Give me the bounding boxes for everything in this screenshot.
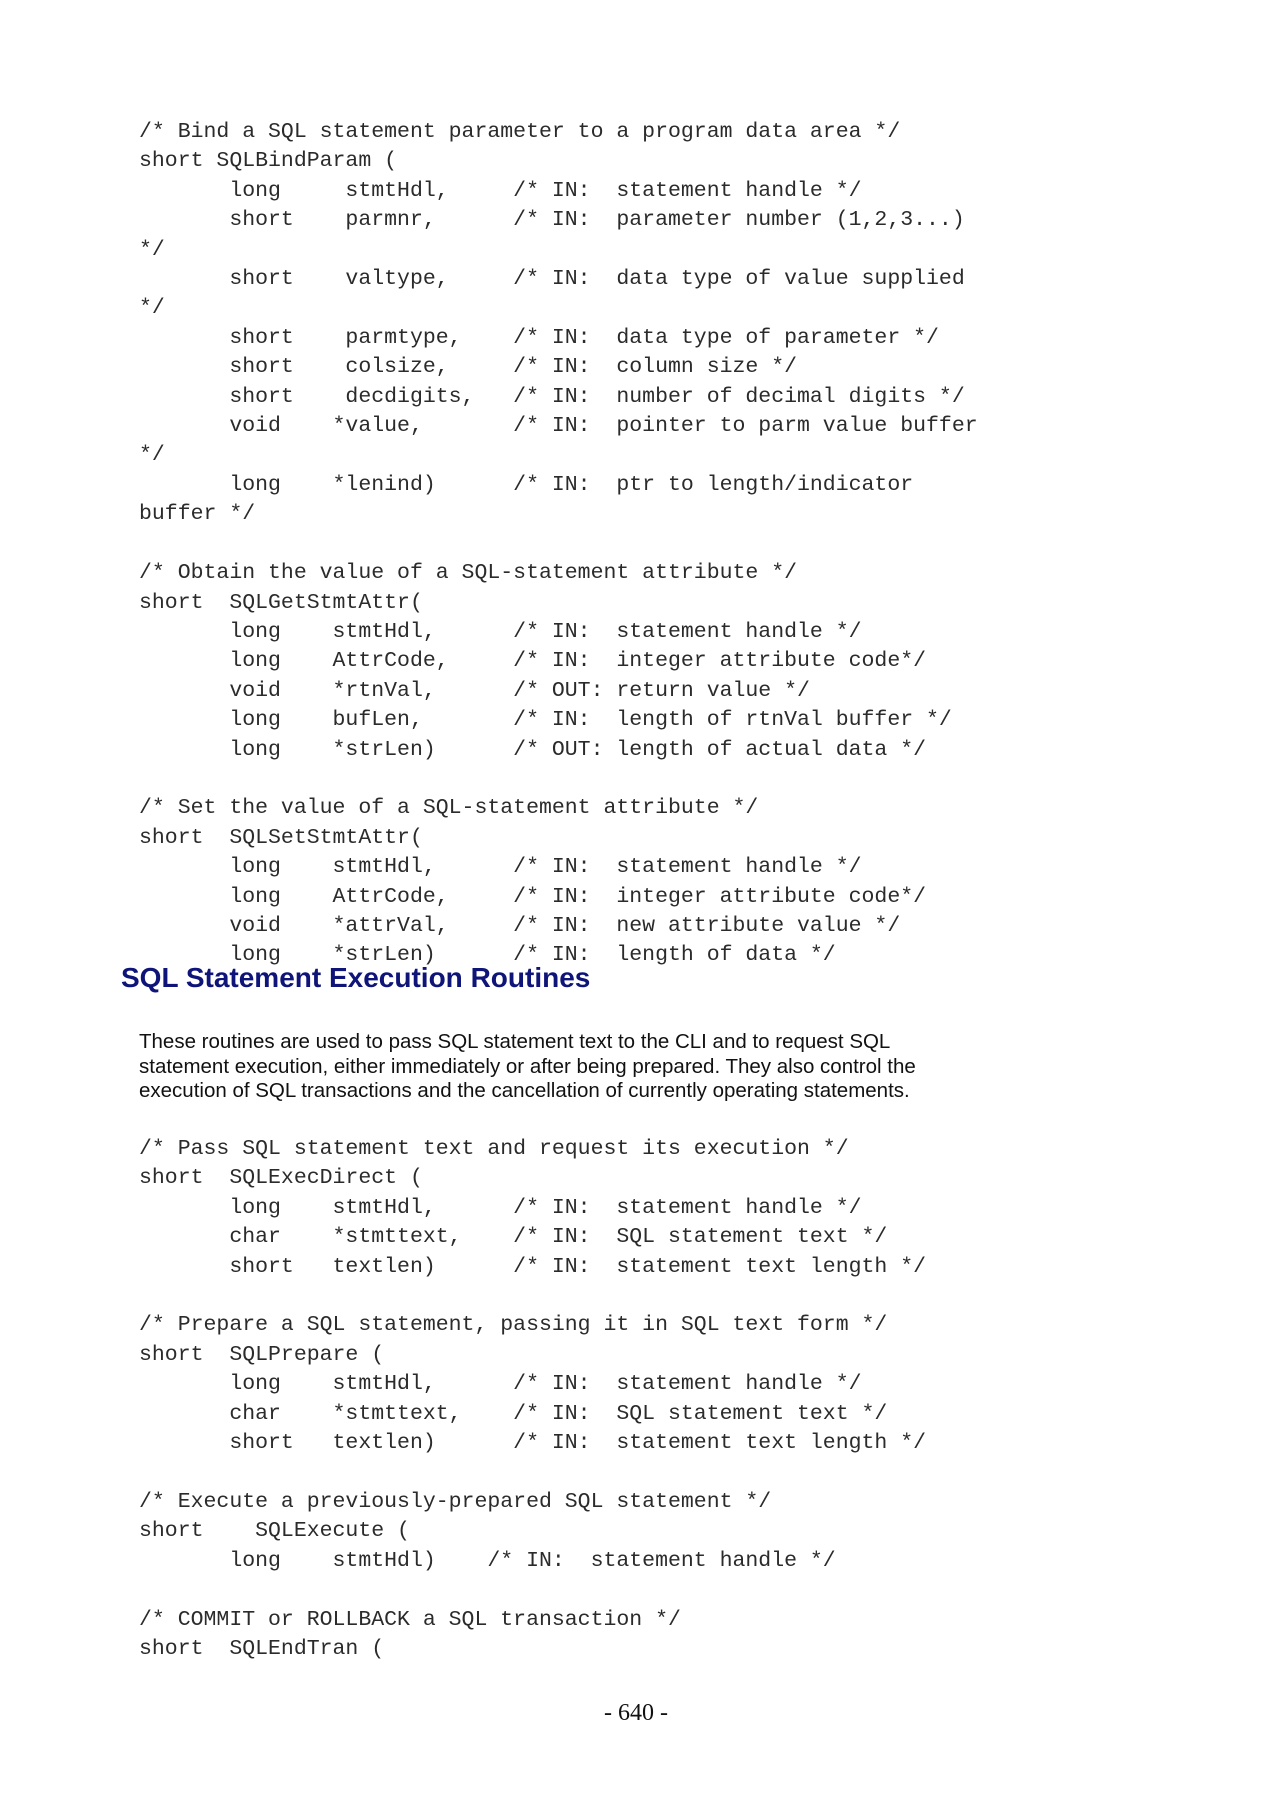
paragraph-line: execution of SQL transactions and the cancellation of currently operating statements. <box>139 1079 910 1102</box>
paragraph-line: statement execution, either immediately or after being prepared. They also control the <box>139 1054 916 1078</box>
section-heading: SQL Statement Execution Routines <box>121 962 591 993</box>
paragraph-line: These routines are used to pass SQL statement text to the CLI and to request SQL <box>139 1030 891 1053</box>
code-block-execution-routines: /* Pass SQL statement text and request its execution */ short SQLExecDirect ( long stmtHdl, /* IN: statement handle */ char *stmttext, /* IN: SQL statement text */ short textlen) /* IN: statement text length */ /* Prepare a SQL statement, passing it in SQL text form */ short SQLPrepare ( long stmtHdl, /* IN: statement handle */ char *stmttext, /* IN: SQL statement text */ short textlen) /* IN: statement text length */ /* Execute a previously-prepared SQL statement */ short SQLExecute ( long stmtHdl) /* IN: statement handle */ /* COMMIT or ROLLBACK a SQL transaction */ short SQLEndTran ( <box>139 1137 927 1661</box>
section-paragraph <box>139 1030 999 1104</box>
code-block-statement-attributes: /* Bind a SQL statement parameter to a program data area */ short SQLBindParam ( long stmtHdl, /* IN: statement handle */ short parmnr, /* IN: parameter number (1,2,3...) */ short valtype, /* IN: data type of value supplied */ short parmtype, /* IN: data type of parameter */ short colsize, /* IN: column size */ short decdigits, /* IN: number of decimal digits */ void *value, /* IN: pointer to parm value buffer */ long *lenind) /* IN: ptr to length/indicator buffer */ /* Obtain the value of a SQL-statement attribute */ short SQLGetStmtAttr( long stmtHdl, /* IN: statement handle */ long AttrCode, /* IN: integer attribute code*/ void *rtnVal, /* OUT: return value */ long bufLen, /* IN: length of rtnVal buffer */ long *strLen) /* OUT: length of actual data */ /* Set the value of a SQL-statement attribute */ short SQLSetStmtAttr( long stmtHdl, /* IN: statement handle */ long AttrCode, /* IN: integer attribute code*/ void *attrVal, /* IN: new attribute value */ long *strLen) /* IN: length of data */ <box>139 120 978 968</box>
page-number: - 640 - <box>604 1700 668 1726</box>
